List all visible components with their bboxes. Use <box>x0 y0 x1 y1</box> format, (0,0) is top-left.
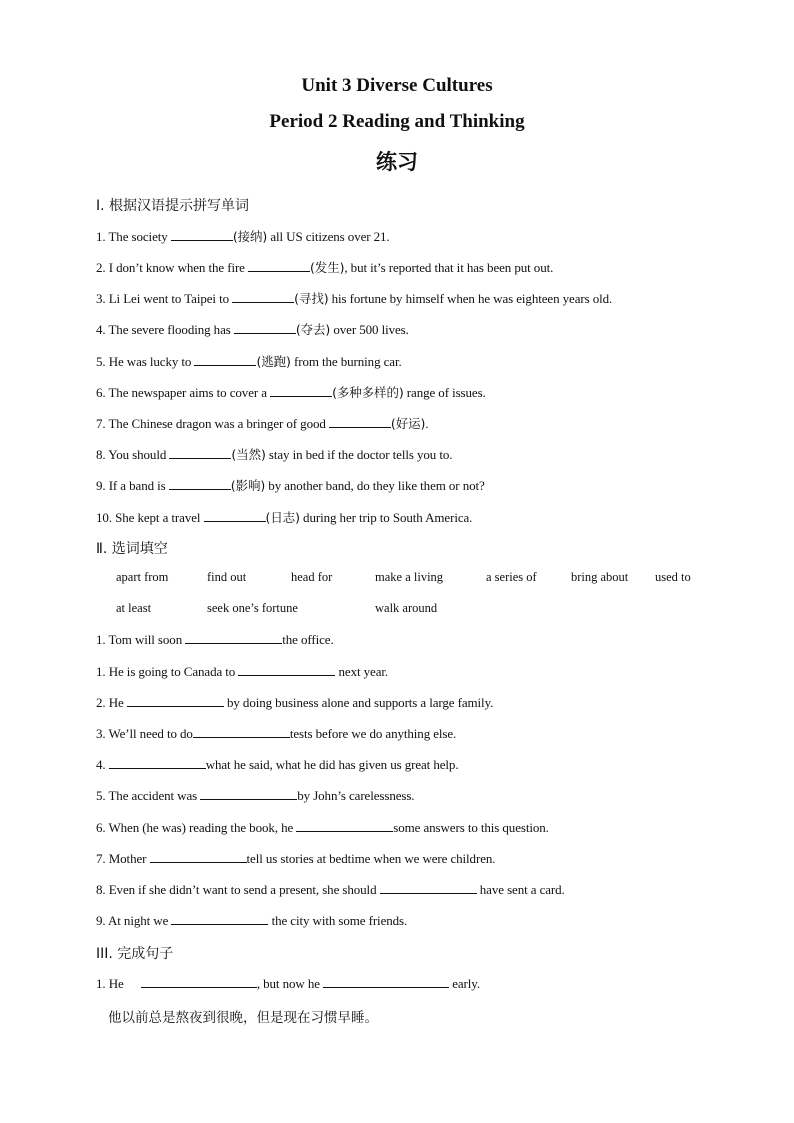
item-text: 1. He <box>96 976 127 991</box>
answer-blank[interactable] <box>171 229 233 241</box>
item-text: 10. She kept a travel <box>96 510 204 525</box>
option-a-series-of: a series of <box>486 570 537 584</box>
item-text: from the burning car. <box>290 354 402 369</box>
unit-title: Unit 3 Diverse Cultures <box>301 75 493 96</box>
s1-item-7 <box>96 414 428 432</box>
answer-blank[interactable] <box>238 664 335 676</box>
answer-blank[interactable] <box>193 726 290 738</box>
s3-item-1-chinese: 他以前总是熬夜到很晚，但是现在习惯早睡。 <box>108 1010 378 1026</box>
s1-item-8 <box>96 445 452 463</box>
option-head-for: head for <box>291 570 333 584</box>
item-text: 8. Even if she didn’t want to send a present, she should <box>96 882 380 897</box>
s1-item-9 <box>96 476 485 494</box>
item-text: the city with some friends. <box>268 913 408 928</box>
item-text: the office. <box>282 632 334 647</box>
option-bring-about: bring about <box>571 570 629 584</box>
item-text: 2. I don’t know when the fire <box>96 260 249 275</box>
item-text: over 500 lives. <box>330 322 409 337</box>
item-text: tests before we do anything else. <box>289 726 457 741</box>
item-text: 7. Mother <box>96 851 150 866</box>
answer-blank[interactable] <box>185 632 282 644</box>
item-text: tell us stories at bedtime when we were children. <box>246 851 496 866</box>
option-used-to: used to <box>655 570 691 584</box>
section1-title: Ⅰ. 根据汉语提示拼写单词 <box>96 198 250 214</box>
item-text: have sent a card. <box>476 882 565 897</box>
s3-item-1 <box>96 976 480 992</box>
answer-blank[interactable] <box>194 354 256 366</box>
answer-blank[interactable] <box>169 447 231 459</box>
answer-blank[interactable] <box>150 851 247 863</box>
s2-item-9 <box>96 913 407 929</box>
item-text: , but it’s reported that it has been put out. <box>344 260 554 275</box>
item-text: 9. At night we <box>96 913 172 928</box>
s1-item-10 <box>96 508 472 526</box>
item-text: 3. Li Lei went to Taipei to <box>96 291 233 306</box>
item-text: 7. The Chinese dragon was a bringer of good <box>96 416 329 431</box>
item-text: early. <box>449 976 480 991</box>
s2-item-8 <box>96 882 565 898</box>
item-text: what he said, what he did has given us great help. <box>205 757 459 772</box>
answer-blank[interactable] <box>234 322 296 334</box>
s1-item-3 <box>96 289 612 307</box>
item-hint: (寻找) <box>294 291 329 306</box>
period-title: Period 2 Reading and Thinking <box>269 111 525 132</box>
option-seek-ones-fortune: seek one’s fortune <box>207 601 298 615</box>
item-text: . <box>425 416 429 431</box>
item-text: 2. He <box>96 695 127 710</box>
item-text: all US citizens over 21. <box>267 229 390 244</box>
item-hint: (多种多样的) <box>332 385 404 400</box>
option-walk-around: walk around <box>375 601 438 615</box>
item-text: by John’s carelessness. <box>297 788 415 803</box>
item-text: range of issues. <box>403 385 486 400</box>
answer-blank[interactable] <box>127 695 224 707</box>
s2-item-7 <box>96 851 495 867</box>
option-find-out: find out <box>207 570 247 584</box>
s2-item-4 <box>96 757 458 773</box>
item-hint: (逃跑) <box>256 354 291 369</box>
s2-item-3 <box>96 726 456 742</box>
item-text: 1. He is going to Canada to <box>96 664 239 679</box>
item-text: stay in bed if the doctor tells you to. <box>265 447 453 462</box>
item-text: 1. Tom will soon <box>96 632 186 647</box>
s2-item-1b <box>96 664 388 680</box>
answer-blank[interactable] <box>380 882 477 894</box>
item-hint: (好运) <box>390 416 426 431</box>
s2-item-6 <box>96 820 549 836</box>
item-hint: (当然) <box>231 447 266 462</box>
answer-blank[interactable] <box>200 788 297 800</box>
item-text: 1. The society <box>96 229 171 244</box>
answer-blank[interactable] <box>270 385 332 397</box>
item-text: 4. The severe flooding has <box>96 322 234 337</box>
item-hint: (夺去) <box>295 322 331 337</box>
s1-item-2 <box>96 258 553 276</box>
item-text: 4. <box>96 757 109 772</box>
option-make-a-living: make a living <box>375 570 444 584</box>
item-text: by another band, do they like them or not? <box>265 478 485 493</box>
item-text: 5. He was lucky to <box>96 354 195 369</box>
item-text: 6. The newspaper aims to cover a <box>96 385 271 400</box>
item-text: , but now he <box>256 976 324 991</box>
answer-blank[interactable] <box>169 478 231 490</box>
answer-blank[interactable] <box>296 820 393 832</box>
answer-blank[interactable] <box>232 291 294 303</box>
s2-item-5 <box>96 788 414 804</box>
item-text: 5. The accident was <box>96 788 201 803</box>
item-text: by doing business alone and supports a large family. <box>223 695 494 710</box>
item-text: his fortune by himself when he was eighteen years old. <box>328 291 613 306</box>
answer-blank[interactable] <box>204 510 266 522</box>
s2-item-1 <box>96 632 334 648</box>
answer-blank[interactable] <box>323 976 449 988</box>
section2-title: Ⅱ. 选词填空 <box>96 541 168 557</box>
item-hint: (日志) <box>265 510 300 525</box>
option-at-least: at least <box>116 601 152 615</box>
item-text: some answers to this question. <box>393 820 549 835</box>
answer-blank[interactable] <box>171 913 268 925</box>
answer-blank[interactable] <box>109 757 206 769</box>
answer-blank[interactable] <box>141 976 257 988</box>
s1-item-1 <box>96 227 390 245</box>
section3-title: III. 完成句子 <box>96 946 174 962</box>
item-text: during her trip to South America. <box>299 510 473 525</box>
item-text: 9. If a band is <box>96 478 169 493</box>
item-text: 8. You should <box>96 447 170 462</box>
exercise-title: 练习 <box>376 150 418 174</box>
answer-blank[interactable] <box>248 260 310 272</box>
s2-item-2 <box>96 695 493 711</box>
s1-item-4 <box>96 320 409 338</box>
option-apart-from: apart from <box>116 570 169 584</box>
item-hint: (接纳) <box>232 229 268 244</box>
item-text: next year. <box>335 664 389 679</box>
s1-item-5 <box>96 352 402 370</box>
item-text: 3. We’ll need to do <box>96 726 193 741</box>
s1-item-6 <box>96 383 486 401</box>
item-hint: (发生) <box>310 260 345 275</box>
item-text: 6. When (he was) reading the book, he <box>96 820 297 835</box>
item-hint: (影响) <box>230 478 266 493</box>
answer-blank[interactable] <box>329 416 391 428</box>
